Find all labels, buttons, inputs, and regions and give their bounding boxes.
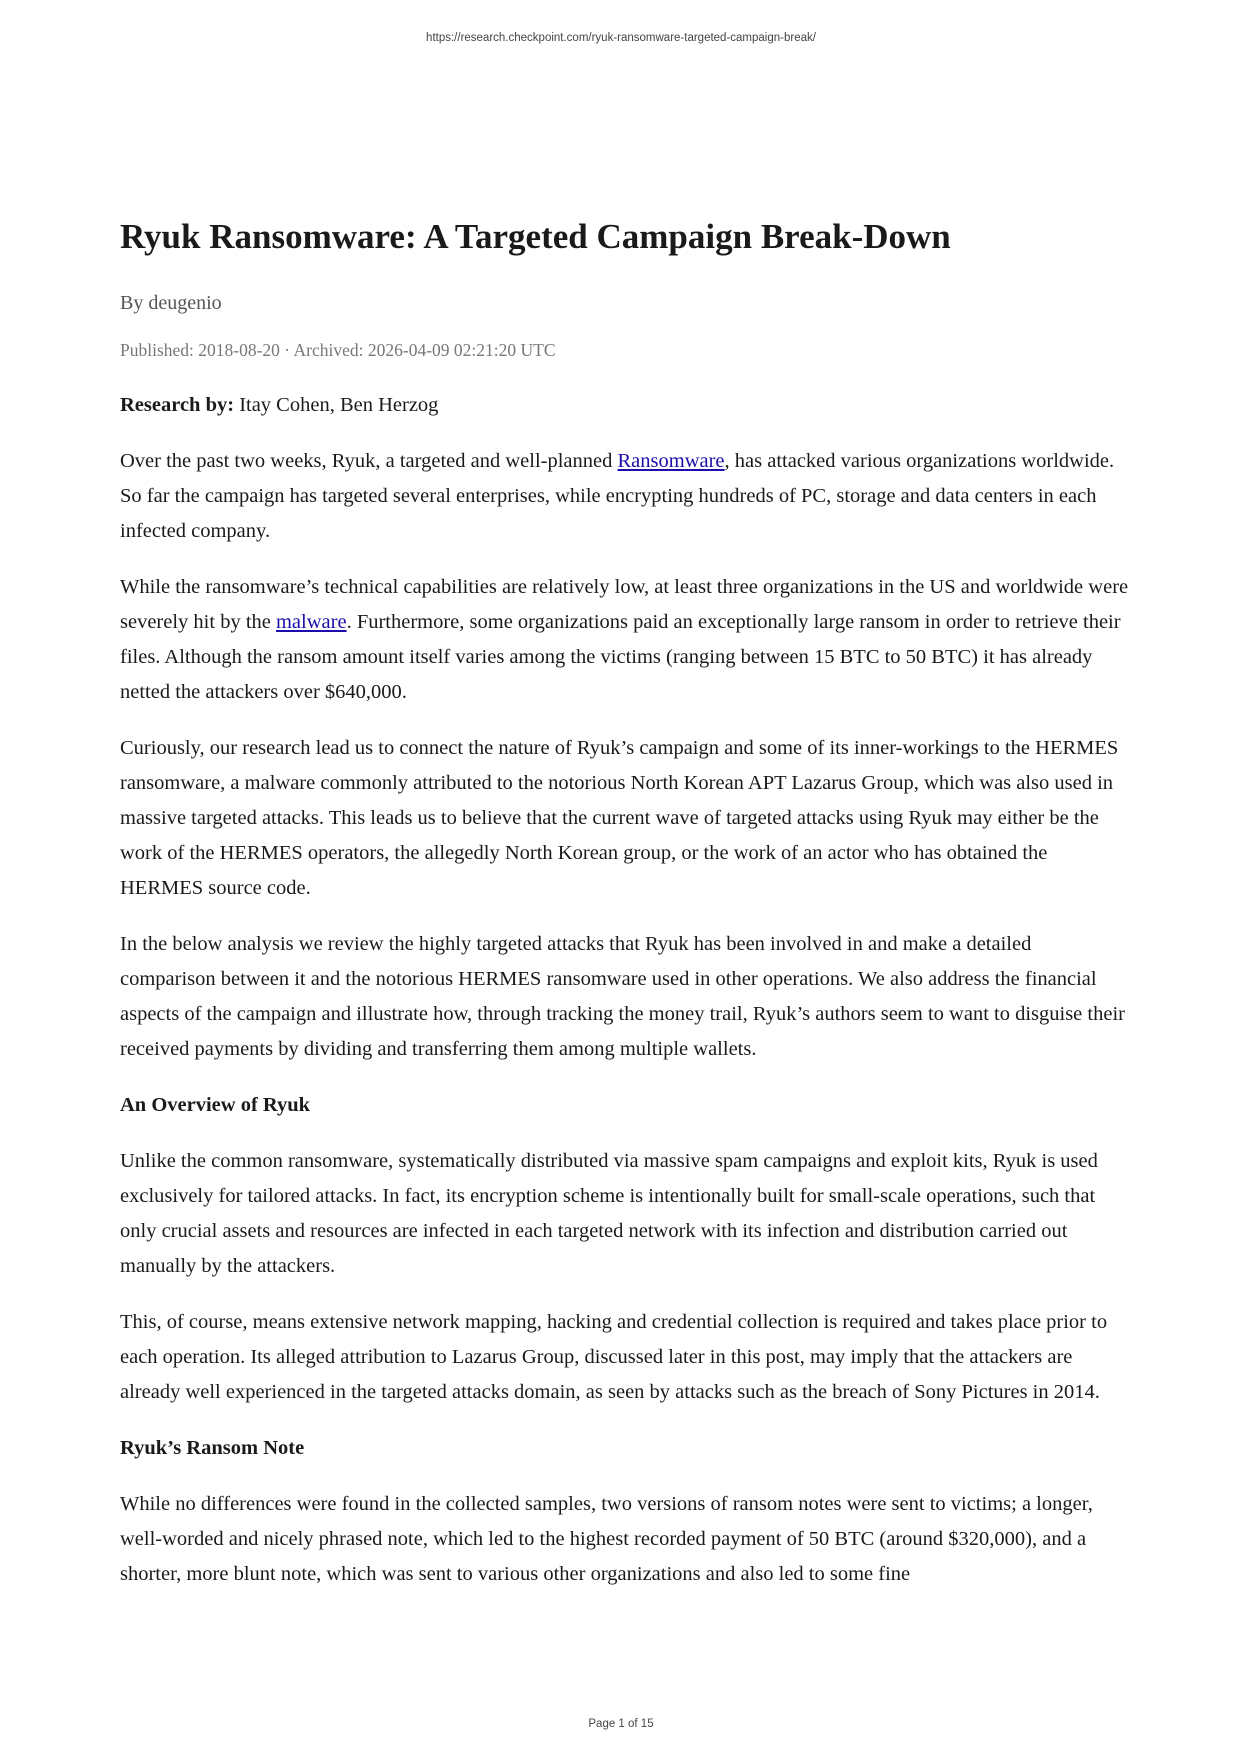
section-heading-overview: An Overview of Ryuk xyxy=(120,1094,311,1116)
paragraph-intro xyxy=(120,444,1130,549)
byline: By deugenio xyxy=(120,292,222,314)
page-url: https://research.checkpoint.com/ryuk-ransomware-targeted-campaign-break/ xyxy=(426,32,816,44)
paragraph-overview: Unlike the common ransomware, systematically distributed via massive spam campaigns and exploit kits, Ryuk is used exclusively for tailored attacks. In fact, its encryption scheme is intentionally built for small-scale operations, such that only crucial assets and resources are infected in each targeted network with its infection and distribution carried out manually by the attackers. xyxy=(120,1150,1098,1277)
ransomware-link[interactable]: Ransomware xyxy=(617,450,725,472)
research-label: Research by: xyxy=(120,394,235,416)
paragraph-ransom-note: While no differences were found in the collected samples, two versions of ransom notes were sent to victims; a longer, well-worded and nicely phrased note, which led to the highest recorded payment of 50 BTC (around $320,000), and a shorter, more blunt note, which was sent to various other organizations and also led to some fine xyxy=(120,1493,1093,1585)
malware-link[interactable]: malware xyxy=(275,611,347,633)
research-credits xyxy=(120,388,1130,423)
article xyxy=(120,213,1130,1592)
paragraph-hermes: Curiously, our research lead us to connect the nature of Ryuk’s campaign and some of its inner-workings to the HERMES ransomware, a malware commonly attributed to the notorious North Korean APT Lazarus Group, which was also used in massive targeted attacks. This leads us to believe that the current wave of targeted attacks using Ryuk may either be the work of the HERMES operators, the allegedly North Korean group, or the work of an actor who has obtained the HERMES source code. xyxy=(120,737,1119,899)
paragraph-network-mapping: This, of course, means extensive network mapping, hacking and credential collection is required and takes place prior to each operation. Its alleged attribution to Lazarus Group, discussed later in this post, may imply that the attackers are already well experienced in the targeted attacks domain, as seen by attacks such as the breach of Sony Pictures in 2014. xyxy=(120,1311,1108,1403)
paragraph-analysis: In the below analysis we review the highly targeted attacks that Ryuk has been involved in and make a detailed comparison between it and the notorious HERMES ransomware used in other operations. We also address the financial aspects of the campaign and illustrate how, through tracking the money trail, Ryuk’s authors seem to want to disguise their received payments by dividing and transferring them among multiple wallets. xyxy=(120,933,1125,1060)
paragraph-text: While the ransomware’s technical capabilities are relatively low, at least three organizations in the US and worldwide were severely hit by the xyxy=(120,576,1129,633)
paragraph-text: , has attacked various organizations worldwide. So far the campaign has targeted several enterprises, while encrypting hundreds of PC, storage and data centers in each infected company. xyxy=(120,450,1115,542)
research-names: Itay Cohen, Ben Herzog xyxy=(234,394,439,416)
publish-meta: Published: 2018-08-20 · Archived: 2026-04-09 02:21:20 UTC xyxy=(120,340,556,360)
page-number: Page 1 of 15 xyxy=(588,1718,654,1730)
section-heading-ransom-note: Ryuk’s Ransom Note xyxy=(120,1437,305,1459)
paragraph-capabilities xyxy=(120,570,1130,710)
paragraph-text: . Furthermore, some organizations paid an exceptionally large ransom in order to retrieve their files. Although the ransom amount itself varies among the victims (ranging between 15 BTC to 50 BTC) it has already netted the attackers over $640,000. xyxy=(120,611,1121,703)
paragraph-text: Over the past two weeks, Ryuk, a targeted and well-planned xyxy=(120,450,618,472)
article-title: Ryuk Ransomware: A Targeted Campaign Break-Down xyxy=(120,217,951,256)
